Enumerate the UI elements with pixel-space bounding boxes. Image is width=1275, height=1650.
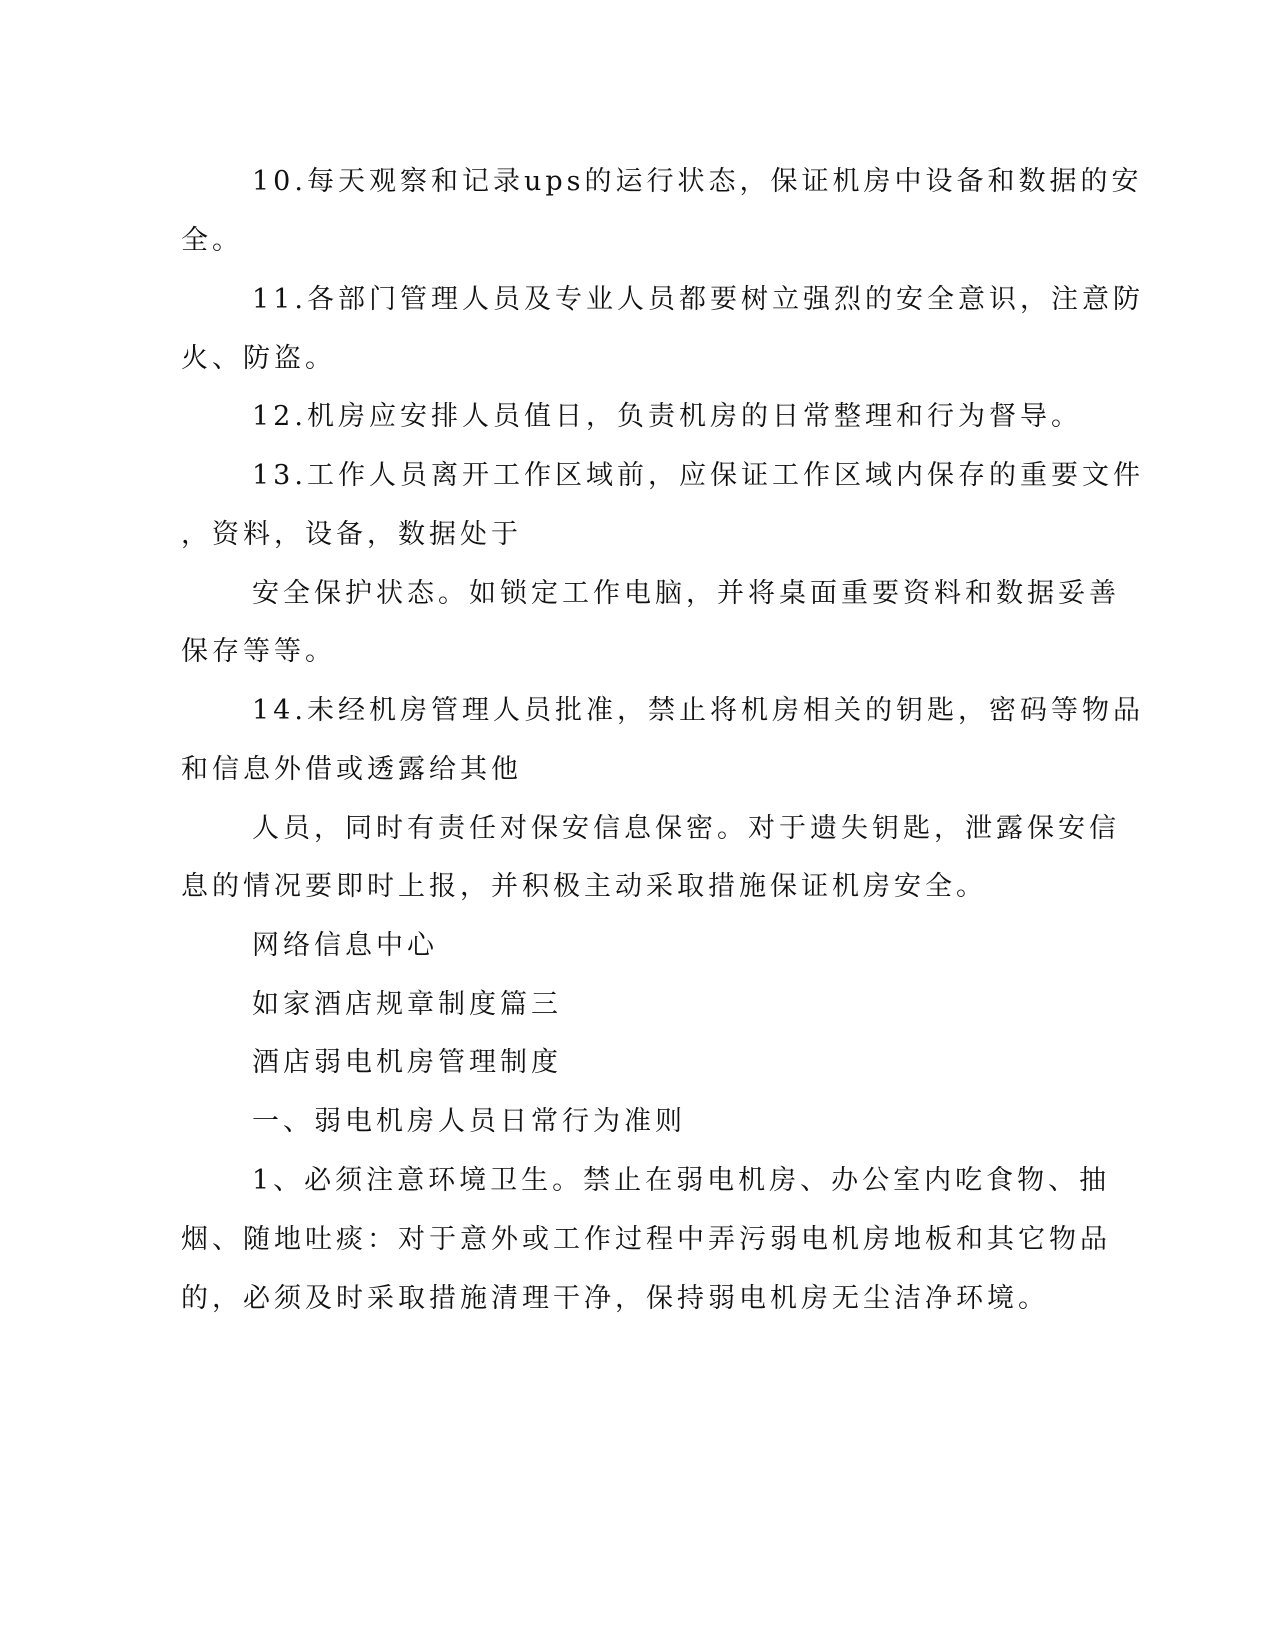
text-line-4: 火、防盗。	[181, 343, 336, 374]
text-line-5: 12.机房应安排人员值日，负责机房的日常整理和行为督导。	[252, 401, 1082, 432]
text-line-19: 烟、随地吐痰：对于意外或工作过程中弄污弱电机房地板和其它物品	[181, 1224, 1111, 1255]
text-line-16: 酒店弱电机房管理制度	[252, 1047, 562, 1078]
text-line-3: 11.各部门管理人员及专业人员都要树立强烈的安全意识，注意防	[252, 284, 1144, 315]
text-line-13: 息的情况要即时上报，并积极主动采取措施保证机房安全。	[181, 871, 987, 902]
text-line-2: 全。	[181, 225, 243, 256]
text-line-15: 如家酒店规章制度篇三	[252, 989, 562, 1020]
text-line-9: 保存等等。	[181, 636, 336, 667]
text-line-14: 网络信息中心	[252, 930, 438, 961]
text-line-8: 安全保护状态。如锁定工作电脑，并将桌面重要资料和数据妥善	[252, 578, 1120, 609]
text-line-6: 13.工作人员离开工作区域前，应保证工作区域内保存的重要文件	[252, 460, 1144, 491]
text-line-10: 14.未经机房管理人员批准，禁止将机房相关的钥匙，密码等物品	[252, 695, 1144, 726]
text-line-11: 和信息外借或透露给其他	[181, 754, 522, 785]
text-line-7: ，资料，设备，数据处于	[181, 519, 522, 550]
text-line-12: 人员，同时有责任对保安信息保密。对于遗失钥匙，泄露保安信	[252, 813, 1120, 844]
text-line-17: 一、弱电机房人员日常行为准则	[252, 1106, 686, 1137]
text-line-20: 的，必须及时采取措施清理干净，保持弱电机房无尘洁净环境。	[181, 1283, 1049, 1314]
text-line-1: 10.每天观察和记录ups的运行状态，保证机房中设备和数据的安	[252, 166, 1143, 197]
text-line-18: 1、必须注意环境卫生。禁止在弱电机房、办公室内吃食物、抽	[252, 1165, 1111, 1196]
